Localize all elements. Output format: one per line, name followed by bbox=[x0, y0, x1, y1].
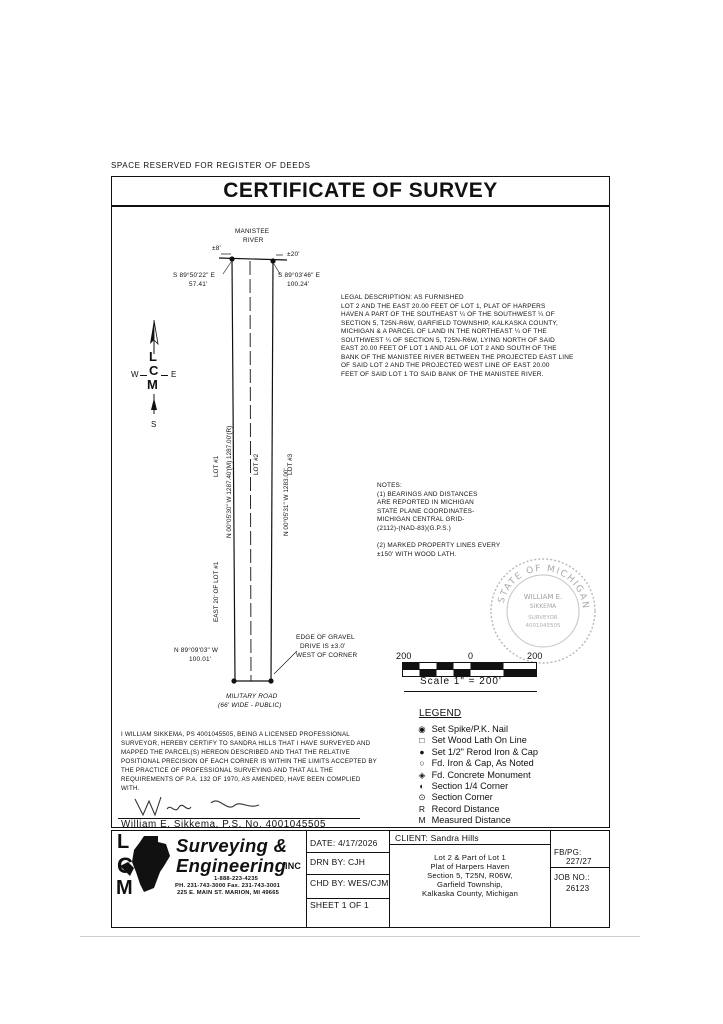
gravel-note-2: DRIVE IS ±3.0' bbox=[300, 643, 346, 650]
scale-caption: Scale 1" = 200' bbox=[420, 676, 502, 687]
meta-divider bbox=[306, 898, 390, 899]
lot1-lower-label: EAST 20' OF LOT #1 bbox=[213, 561, 220, 622]
legend-list bbox=[415, 724, 595, 828]
job-value: 26123 bbox=[566, 884, 590, 893]
drawn-by-field: DRN BY: CJH bbox=[310, 857, 366, 867]
legend-item bbox=[415, 815, 511, 826]
compass-west-tick bbox=[140, 375, 147, 376]
scale-caption-underline bbox=[404, 691, 537, 692]
rerod-icon: ● bbox=[419, 746, 425, 757]
meta-divider bbox=[306, 874, 390, 875]
quarter-corner-icon: ◐ bbox=[419, 781, 425, 791]
legend-label: Set Spike/P.K. Nail bbox=[431, 724, 508, 734]
seal-line4: 4001045505 bbox=[525, 623, 561, 629]
compass-west: W bbox=[131, 370, 139, 379]
north-logo-m: M bbox=[147, 377, 159, 392]
legend-label: Section Corner bbox=[431, 792, 493, 803]
legend-label: Measured Distance bbox=[431, 815, 511, 826]
legend-item bbox=[415, 758, 534, 769]
surveyor-seal-icon bbox=[487, 555, 599, 667]
legend-item bbox=[415, 792, 493, 803]
description-line: Kalkaska County, Michigan bbox=[421, 889, 519, 898]
lot1-upper-label: LOT #1 bbox=[213, 455, 220, 477]
corner-marker-se bbox=[268, 678, 273, 683]
scale-right-label: 200 bbox=[527, 651, 543, 661]
legend-item bbox=[415, 781, 508, 792]
logo-letter-m: M bbox=[116, 877, 133, 899]
company-phone2: PH. 231-743-3000 Fax. 231-743-3001 bbox=[175, 883, 281, 889]
legal-line: SOUTHWEST ¼ OF SECTION 5, T25N-R6W, LYING NORTH OF SAID bbox=[341, 336, 555, 344]
scale-mid-label: 0 bbox=[468, 651, 474, 661]
fbpg-label: FB/PG: bbox=[554, 848, 582, 857]
spike-icon: ◉ bbox=[418, 724, 426, 734]
corner-marker-sw bbox=[231, 678, 236, 683]
note-line: MICHIGAN CENTRAL GRID- bbox=[377, 516, 465, 524]
legend-heading: LEGEND bbox=[419, 708, 462, 719]
river-bank-line bbox=[219, 258, 287, 260]
compass-south: S bbox=[151, 420, 157, 429]
east-property-line bbox=[271, 261, 273, 681]
record-distance-icon: R bbox=[418, 803, 426, 814]
legend-label: Section 1/4 Corner bbox=[431, 781, 509, 791]
legal-line: LOT 2 AND THE EAST 20.00 FEET OF LOT 1, PLAT OF HARPERS bbox=[341, 302, 546, 310]
top-left-distance: 57.41' bbox=[189, 281, 208, 288]
legal-line: OF SAID LOT 2 AND THE PROJECTED WEST LINE OF EAST 20.00 bbox=[341, 362, 550, 369]
seal-ring-text: STATE OF MICHIGAN bbox=[496, 563, 591, 611]
legend-item bbox=[415, 804, 499, 815]
legend-label: Fd. Concrete Monument bbox=[431, 769, 531, 780]
gravel-note-3: WEST OF CORNER bbox=[296, 652, 358, 659]
road-label-2: (66' WIDE - PUBLIC) bbox=[218, 702, 282, 709]
north-logo-c: C bbox=[149, 363, 159, 378]
seal-line2: SIKKEMA bbox=[529, 603, 557, 610]
cert-line: SURVEYOR, HEREBY CERTIFY TO SANDRA HILLS THAT I HAVE SURVEYED AND bbox=[121, 740, 371, 747]
company-suffix: INC bbox=[285, 861, 302, 871]
signature-line: William E. Sikkema, P.S. No. 4001045505 bbox=[121, 819, 327, 830]
meta-divider bbox=[306, 852, 390, 853]
compass-east-tick bbox=[161, 375, 168, 376]
lot3-label: LOT #3 bbox=[287, 453, 294, 475]
note-line: (2) MARKED PROPERTY LINES EVERY bbox=[377, 542, 501, 550]
cert-line: REQUIREMENTS OF P.A. 132 OF 1970, AS AMENDED, HAVE BEEN COMPLIED bbox=[121, 776, 361, 783]
reserved-label: SPACE RESERVED FOR REGISTER OF DEEDS bbox=[111, 161, 311, 170]
legal-line: MICHIGAN & A PARCEL OF LAND IN THE NORTHEAST ¼ OF THE bbox=[341, 328, 547, 335]
note-line: STATE PLANE COORDINATES- bbox=[377, 507, 475, 515]
east-line-label: N 00°05'31" W 1283.00' bbox=[283, 468, 290, 536]
cert-line: I WILLIAM SIKKEMA, PS 4001045505, BEING A LICENSED PROFESSIONAL bbox=[121, 731, 350, 738]
legend-item bbox=[415, 724, 508, 735]
date-field: DATE: 4/17/2026 bbox=[310, 838, 378, 848]
description-line: Plat of Harpers Haven bbox=[430, 862, 510, 871]
note-line: ARE REPORTED IN MICHIGAN bbox=[377, 499, 475, 507]
legal-line: SECTION 5, T25N-R6W, GARFIELD TOWNSHIP, KALKASKA COUNTY, bbox=[341, 319, 558, 327]
sheet-field: SHEET 1 OF 1 bbox=[310, 900, 369, 910]
checked-by-field: CHD BY: WES/CJM bbox=[310, 878, 389, 888]
note-line: ±150' WITH WOOD LATH. bbox=[377, 550, 457, 558]
tie-right-label: ±20' bbox=[287, 251, 300, 258]
legal-line: HAVEN A PART OF THE SOUTHEAST ¼ OF THE SOUTHWEST ¼ OF bbox=[341, 311, 555, 318]
legal-line: FEET OF SAID LOT 1 TO SAID BANK OF THE MANISTEE RIVER. bbox=[341, 370, 544, 378]
seal-line1: WILLIAM E. bbox=[523, 593, 563, 601]
notes-heading: NOTES: bbox=[377, 482, 402, 489]
measured-distance-icon: M bbox=[418, 815, 426, 826]
fbpg-value: 227/27 bbox=[566, 857, 592, 866]
gravel-note-1: EDGE OF GRAVEL bbox=[296, 634, 355, 641]
client-divider bbox=[389, 844, 551, 845]
logo-letter-c: C bbox=[117, 853, 134, 878]
top-left-bearing: S 89°50'22" E bbox=[173, 272, 216, 279]
client-field: CLIENT: Sandra Hills bbox=[395, 833, 479, 843]
note-line: (1) BEARINGS AND DISTANCES bbox=[377, 490, 478, 498]
cert-line: POSITIONAL PRECISION OF EACH CORNER IS WITHIN THE LIMITS ACCEPTED BY bbox=[121, 758, 377, 765]
lot-division-line bbox=[250, 261, 251, 681]
legend-label: Fd. Iron & Cap, As Noted bbox=[431, 758, 534, 769]
road-label-1: MILITARY ROAD bbox=[226, 693, 278, 700]
tie-left-label: ±8' bbox=[212, 245, 221, 252]
company-line1: Surveying & bbox=[176, 835, 288, 856]
company-address: 225 E. MAIN ST. MARION, MI 49665 bbox=[177, 890, 280, 896]
section-corner-icon: ⊙ bbox=[418, 792, 426, 803]
cert-line: MAPPED THE PARCEL(S) HEREON DESCRIBED AND THAT THE RELATIVE bbox=[121, 749, 350, 756]
cert-line: THE PRACTICE OF PROFESSIONAL SURVEYING AND THAT ALL THE bbox=[121, 767, 334, 774]
legal-heading: LEGAL DESCRIPTION: AS FURNISHED bbox=[341, 294, 464, 301]
description-line: Lot 2 & Part of Lot 1 bbox=[434, 853, 506, 862]
page-edge-line bbox=[80, 936, 640, 937]
river-label-line1: MANISTEE bbox=[235, 228, 270, 235]
bottom-distance: 100.01' bbox=[189, 656, 212, 663]
river-label-line2: RIVER bbox=[243, 237, 264, 244]
west-line-label: N 00°05'30" W 1287.40'(M) 1287.00'(R) bbox=[226, 425, 233, 538]
page-title: CERTIFICATE OF SURVEY bbox=[223, 179, 498, 202]
bottom-bearing: N 89°09'03" W bbox=[174, 647, 219, 654]
top-right-distance: 100.24' bbox=[287, 281, 310, 288]
corner-marker-nw bbox=[229, 256, 234, 261]
legend-label: Set Wood Lath On Line bbox=[431, 735, 527, 746]
corner-marker-ne bbox=[270, 258, 275, 263]
seal-line3: SURVEYOR bbox=[528, 615, 558, 621]
legal-line: BANK OF THE MANISTEE RIVER BETWEEN THE PROJECTED EAST LINE bbox=[341, 353, 574, 361]
signature-image bbox=[131, 793, 281, 819]
company-line2: Engineering bbox=[176, 855, 287, 876]
logo-letter-l: L bbox=[117, 831, 130, 853]
legend-label: Record Distance bbox=[431, 803, 500, 814]
legend-item bbox=[415, 770, 531, 781]
legal-line: EAST 20.00 FEET OF LOT 1 AND ALL OF LOT 2 AND SOUTH OF THE bbox=[341, 345, 557, 352]
lot2-label: LOT #2 bbox=[253, 453, 260, 475]
cert-line: WITH. bbox=[121, 785, 140, 792]
ref-divider bbox=[550, 867, 610, 868]
company-phone1: 1-888-223-4235 bbox=[214, 876, 259, 882]
found-iron-icon: ○ bbox=[419, 758, 425, 769]
note-line: (2112)-(NAD-83)(G.P.S.) bbox=[377, 525, 451, 532]
job-label: JOB NO.: bbox=[554, 873, 590, 882]
legend-label: Set 1/2" Rerod Iron & Cap bbox=[431, 746, 538, 757]
legend-item bbox=[415, 747, 538, 758]
concrete-monument-icon: ◈ bbox=[418, 769, 426, 780]
scale-left-label: 200 bbox=[396, 651, 412, 661]
compass-east: E bbox=[171, 370, 177, 379]
description-line: Section 5, T25N, R06W, bbox=[427, 871, 513, 880]
wood-lath-icon: □ bbox=[419, 735, 425, 746]
top-right-bearing: S 89°03'46" E bbox=[278, 272, 321, 279]
legend-item bbox=[415, 735, 527, 746]
description-line: Garfield Township, bbox=[437, 880, 503, 889]
north-logo-l: L bbox=[149, 349, 158, 364]
